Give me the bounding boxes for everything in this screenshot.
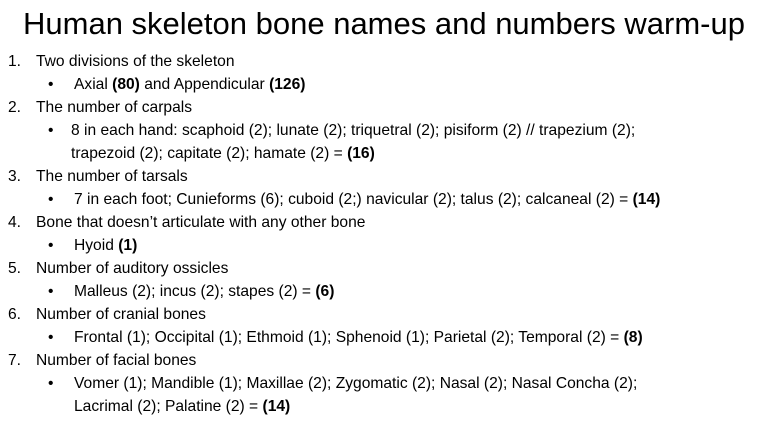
answer-item-5 xyxy=(8,280,764,303)
answer-part: Lacrimal (2); Palatine (2) = xyxy=(74,398,263,415)
answer-text xyxy=(71,188,764,211)
bullet-icon: • xyxy=(48,375,54,392)
answer-part: Hyoid xyxy=(74,237,119,254)
answer-text-line-2 xyxy=(71,142,764,165)
item-number: 3. xyxy=(8,168,22,185)
answer-item-4 xyxy=(8,234,764,257)
answer-count: (14) xyxy=(262,398,291,415)
answer-part: 7 in each foot; Cunieforms (6); cuboid (2;) navicular (2); talus (2); calcaneal (2) = xyxy=(74,191,633,208)
answer-text-line-1: 8 in each hand: scaphoid (2); lunate (2); triquetral (2); pisiform (2) // trapezium (2); xyxy=(71,122,636,139)
answer-item-1 xyxy=(8,73,764,96)
slide-title: Human skeleton bone names and numbers warm-up xyxy=(23,6,745,41)
answer-part: Frontal (1); Occipital (1); Ethmoid (1); Sphenoid (1); Parietal (2); Temporal (2) = xyxy=(74,329,624,346)
bullet-icon: • xyxy=(48,76,54,93)
question-text: Number of cranial bones xyxy=(36,306,206,323)
answer-part: Axial xyxy=(74,76,113,93)
answer-item-3 xyxy=(8,188,764,211)
answer-count: (1) xyxy=(118,237,138,254)
answer-text xyxy=(71,326,764,349)
item-number: 1. xyxy=(8,53,22,70)
answer-part: Malleus (2); incus (2); stapes (2) = xyxy=(74,283,316,300)
answer-count: (6) xyxy=(315,283,335,300)
item-number: 4. xyxy=(8,214,22,231)
answer-text-line-2 xyxy=(71,395,764,418)
answer-text-line-1: Vomer (1); Mandible (1); Maxillae (2); Zygomatic (2); Nasal (2); Nasal Concha (2); xyxy=(74,375,638,392)
answer-count: (14) xyxy=(632,191,661,208)
question-text: Number of facial bones xyxy=(36,352,197,369)
question-item-1 xyxy=(8,50,764,73)
question-item-6 xyxy=(8,303,764,326)
answer-count: (80) xyxy=(112,76,140,93)
question-item-2 xyxy=(8,96,764,119)
question-text: Bone that doesn’t articulate with any other bone xyxy=(36,214,366,231)
question-text: The number of tarsals xyxy=(36,168,188,185)
question-text: Two divisions of the skeleton xyxy=(36,53,235,70)
answer-text xyxy=(71,280,764,303)
item-number: 5. xyxy=(8,260,22,277)
answer-text xyxy=(71,73,764,96)
question-item-7 xyxy=(8,349,764,372)
bullet-icon: • xyxy=(48,191,54,208)
question-item-3 xyxy=(8,165,764,188)
question-text: The number of carpals xyxy=(36,99,193,116)
answer-part: and Appendicular xyxy=(139,76,270,93)
item-number: 6. xyxy=(8,306,22,323)
item-number: 7. xyxy=(8,352,22,369)
bullet-icon: • xyxy=(48,237,54,254)
answer-count: (16) xyxy=(347,145,375,162)
question-text: Number of auditory ossicles xyxy=(36,260,229,277)
item-number: 2. xyxy=(8,99,22,116)
answer-item-2 xyxy=(8,119,764,165)
answer-text xyxy=(71,234,764,257)
answer-count: (126) xyxy=(269,76,306,93)
question-item-4 xyxy=(8,211,764,234)
answer-part: trapezoid (2); capitate (2); hamate (2) = xyxy=(71,145,348,162)
bullet-icon: • xyxy=(48,329,54,346)
bullet-icon: • xyxy=(48,122,54,139)
answer-count: (8) xyxy=(623,329,643,346)
answer-item-6 xyxy=(8,326,764,349)
bullet-icon: • xyxy=(48,283,54,300)
answer-item-7 xyxy=(8,372,764,418)
question-list xyxy=(8,50,764,418)
question-item-5 xyxy=(8,257,764,280)
